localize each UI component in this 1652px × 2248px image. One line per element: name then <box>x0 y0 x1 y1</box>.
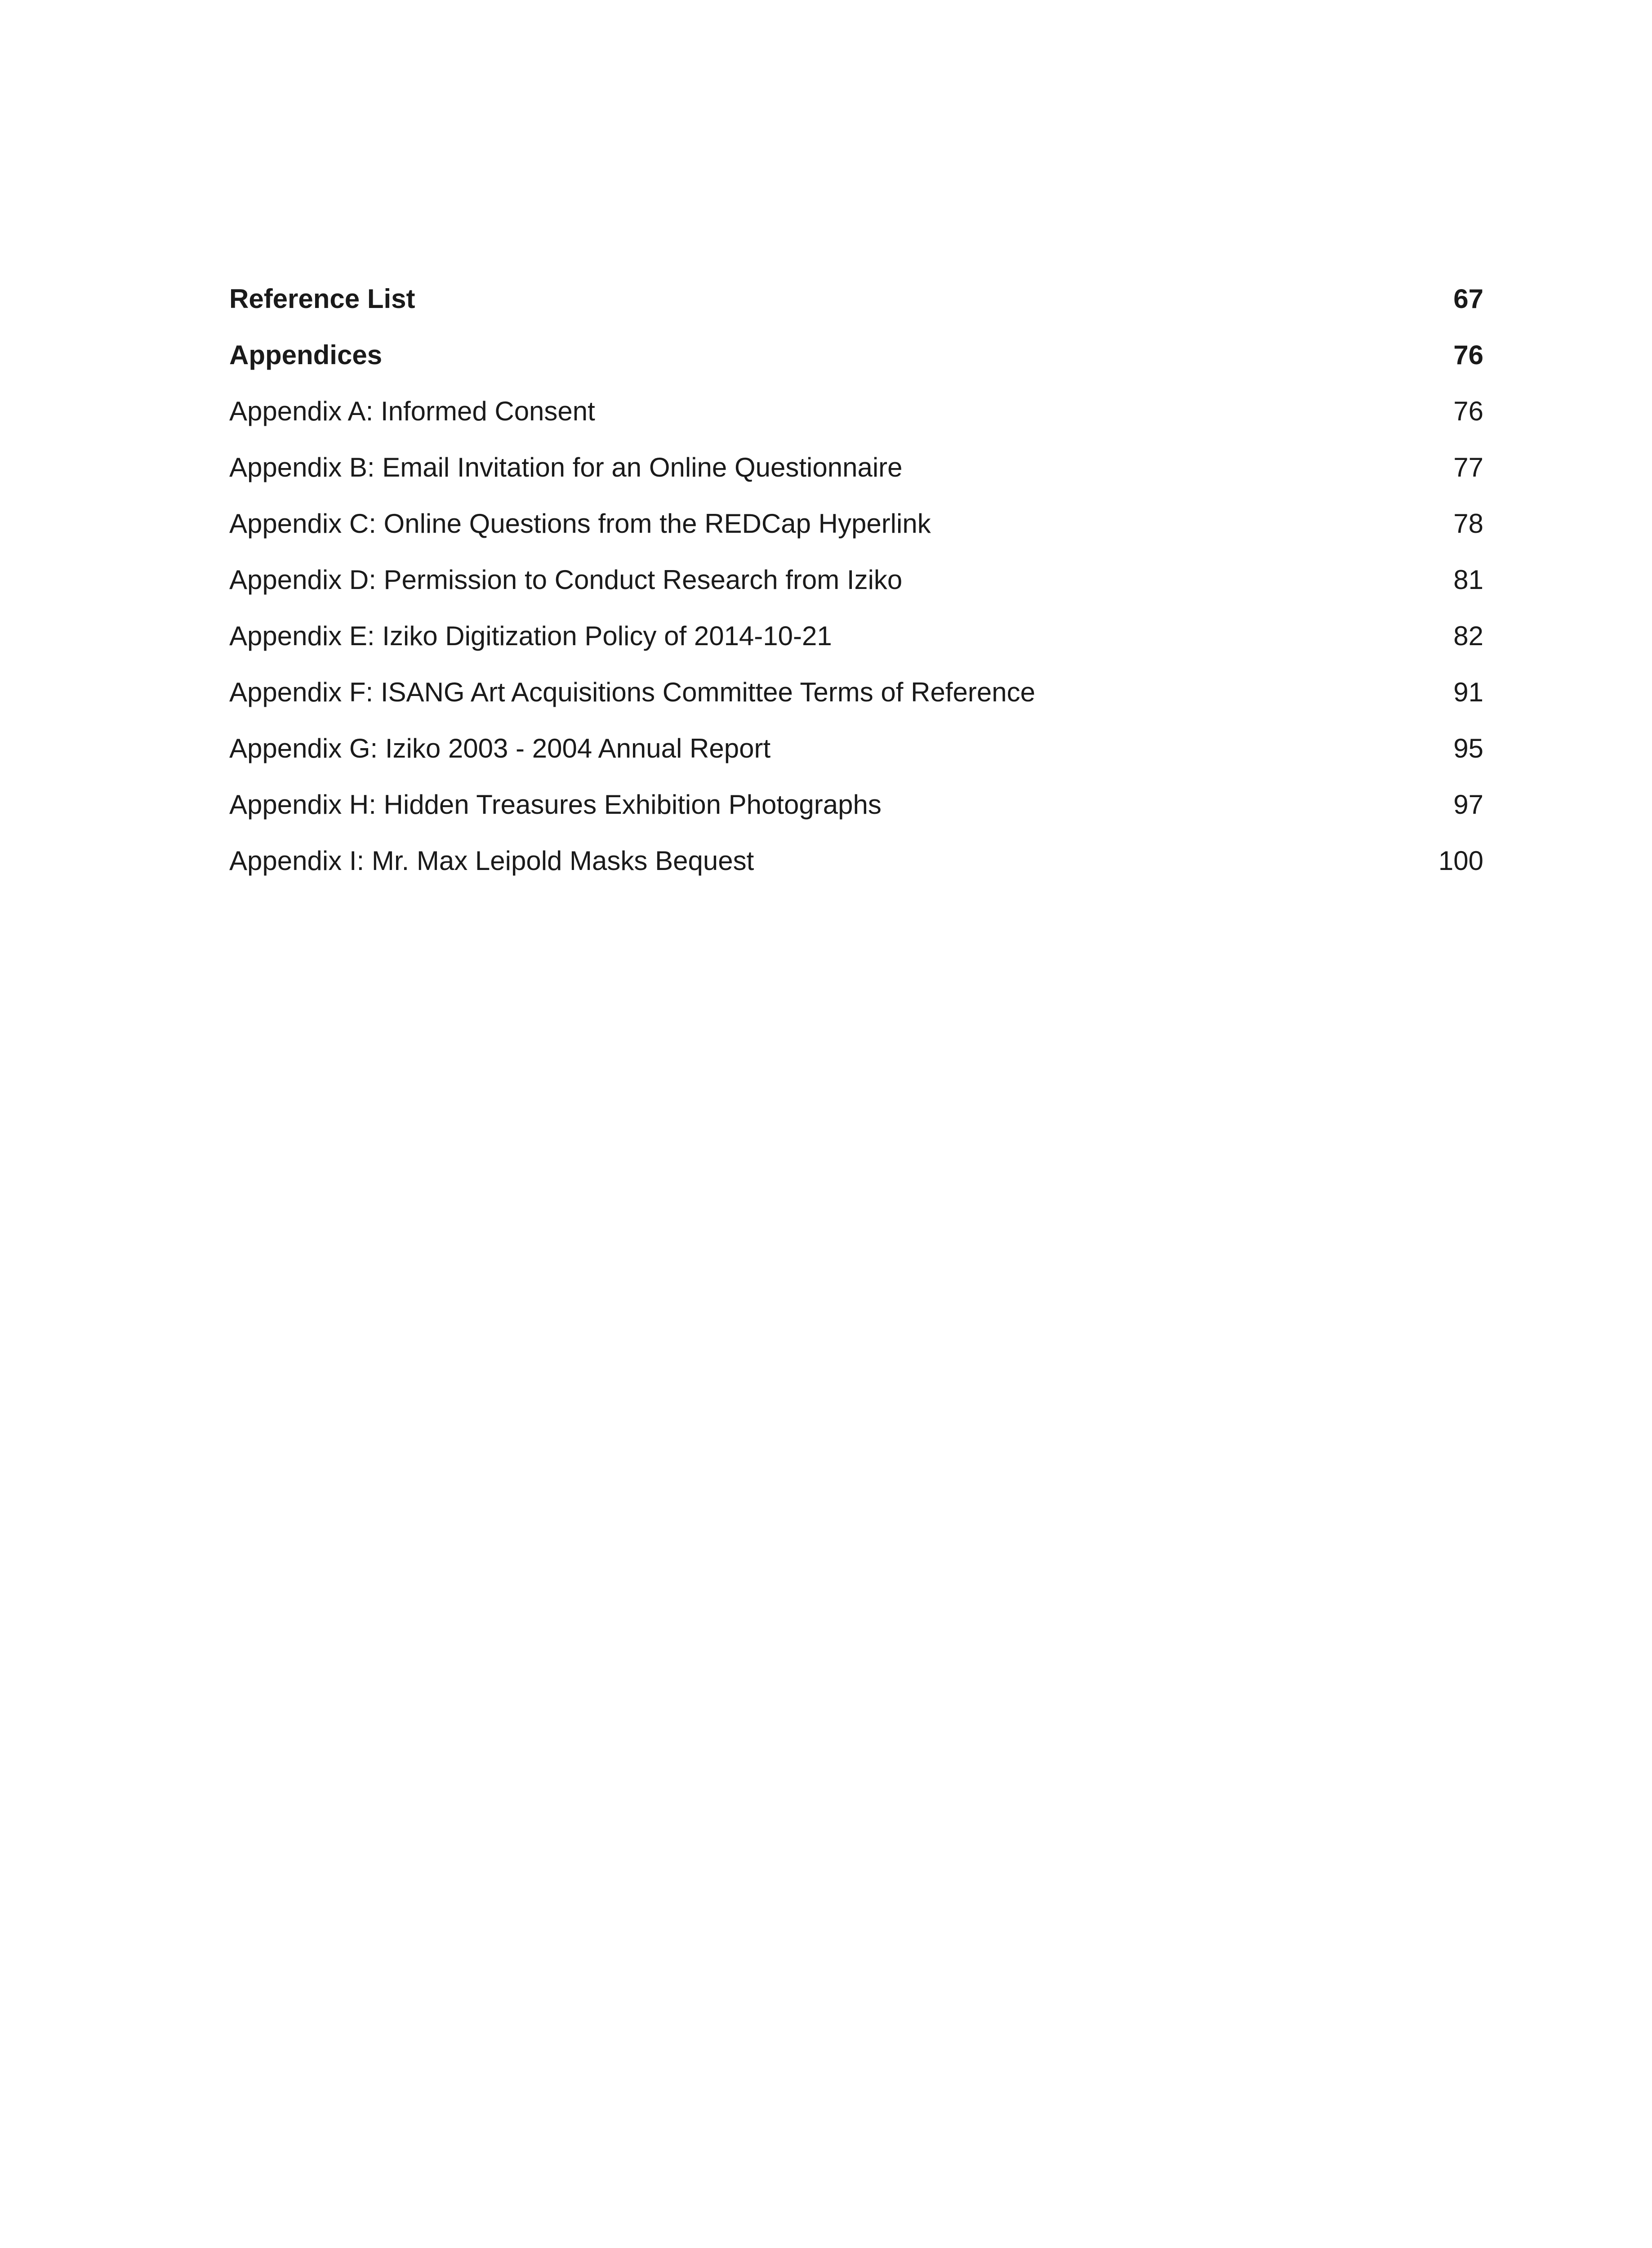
toc-entry-appendix-c[interactable] <box>229 495 1483 552</box>
toc-entry-title: Appendix A: Informed Consent <box>229 396 595 426</box>
toc-entry-appendix-g[interactable] <box>229 720 1483 776</box>
toc-entry-reference-list[interactable] <box>229 271 1483 327</box>
toc-entry-appendix-d[interactable] <box>229 552 1483 608</box>
toc-entry-appendix-e[interactable] <box>229 608 1483 664</box>
toc-entry-page: 97 <box>1453 789 1483 820</box>
toc-entry-page: 77 <box>1453 452 1483 482</box>
toc-entry-title: Appendix H: Hidden Treasures Exhibition Photographs <box>229 789 882 820</box>
toc-entry-title: Appendix D: Permission to Conduct Research from Iziko <box>229 565 903 595</box>
toc-entry-title: Appendices <box>229 340 383 370</box>
toc-entry-appendix-f[interactable] <box>229 664 1483 720</box>
toc-entry-appendix-h[interactable] <box>229 776 1483 833</box>
toc-entry-title: Reference List <box>229 284 415 314</box>
toc-entry-title: Appendix B: Email Invitation for an Online Questionnaire <box>229 452 903 482</box>
toc-entry-page: 76 <box>1453 340 1483 370</box>
table-of-contents <box>229 271 1483 889</box>
toc-entry-title: Appendix E: Iziko Digitization Policy of 2014-10-21 <box>229 621 832 651</box>
toc-entry-page: 67 <box>1453 284 1483 314</box>
toc-entry-title: Appendix G: Iziko 2003 - 2004 Annual Report <box>229 733 771 763</box>
toc-entry-page: 91 <box>1453 677 1483 707</box>
toc-entry-page: 82 <box>1453 621 1483 651</box>
toc-entry-appendix-a[interactable] <box>229 383 1483 439</box>
toc-entry-title: Appendix I: Mr. Max Leipold Masks Bequest <box>229 846 754 876</box>
toc-entry-page: 81 <box>1453 565 1483 595</box>
toc-entry-page: 95 <box>1453 733 1483 763</box>
toc-entry-page: 76 <box>1453 396 1483 426</box>
toc-entry-appendix-i[interactable] <box>229 833 1483 889</box>
toc-entry-appendices[interactable] <box>229 327 1483 383</box>
toc-entry-title: Appendix C: Online Questions from the REDCap Hyperlink <box>229 508 931 539</box>
toc-entry-page: 78 <box>1453 508 1483 539</box>
toc-entry-page: 100 <box>1438 846 1483 876</box>
toc-entry-title: Appendix F: ISANG Art Acquisitions Committee Terms of Reference <box>229 677 1035 707</box>
toc-entry-appendix-b[interactable] <box>229 439 1483 495</box>
